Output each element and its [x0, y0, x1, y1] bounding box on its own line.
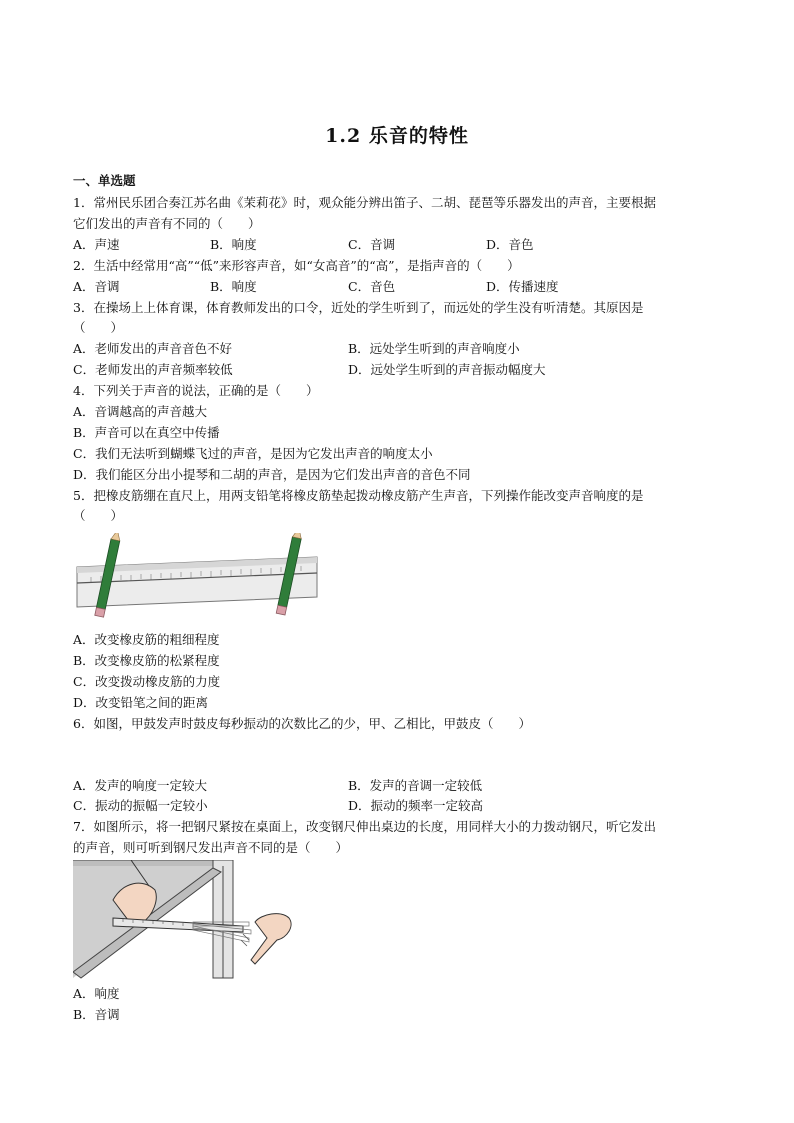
q1-option-c: C．音调 [348, 237, 396, 252]
q3-option-c: C．老师发出的声音频率较低 [73, 362, 233, 377]
q4-option-c: C．我们无法听到蝴蝶飞过的声音，是因为它发出声音的响度太小 [73, 446, 433, 461]
q6-option-d: D．振动的频率一定较高 [348, 798, 484, 813]
question-5-stem-cont: （ ） [73, 508, 124, 523]
q7-option-b: B．音调 [73, 1007, 120, 1022]
q4-option-d: D．我们能区分出小提琴和二胡的声音，是因为它们发出声音的音色不同 [73, 467, 471, 482]
q6-option-a: A．发声的响度一定较大 [73, 778, 208, 793]
q1-option-a: A．声速 [73, 237, 120, 252]
question-3-stem: 3．在操场上上体育课，体育教师发出的口令，近处的学生听到了，而远处的学生没有听清楚。其原因是 [73, 300, 644, 315]
q2-option-a: A．音调 [73, 279, 120, 294]
question-7-stem-cont: 的声音，则可听到钢尺发出声音不同的是（ ） [73, 840, 349, 855]
question-1-stem-cont: 它们发出的声音有不同的（ ） [73, 216, 261, 231]
q5-option-d: D．改变铅笔之间的距离 [73, 695, 209, 710]
question-5-stem: 5．把橡皮筋绷在直尺上，用两支铅笔将橡皮筋垫起拨动橡皮筋产生声音，下列操作能改变声音响度的是 [73, 488, 644, 503]
ruler-rubber-band-figure [73, 533, 319, 621]
q2-option-b: B．响度 [210, 279, 257, 294]
question-4-stem: 4．下列关于声音的说法，正确的是（ ） [73, 383, 319, 398]
q5-option-b: B．改变橡皮筋的松紧程度 [73, 653, 220, 668]
q1-option-b: B．响度 [210, 237, 257, 252]
q4-option-a: A．音调越高的声音越大 [73, 404, 208, 419]
section-heading: 一、单选题 [73, 173, 136, 188]
q2-option-d: D．传播速度 [486, 279, 559, 294]
question-3-stem-cont: （ ） [73, 320, 124, 335]
q5-option-a: A．改变橡皮筋的粗细程度 [73, 632, 220, 647]
q3-option-a: A．老师发出的声音音色不好 [73, 341, 233, 356]
q7-option-a: A．响度 [73, 986, 120, 1001]
q3-option-b: B．远处学生听到的声音响度小 [348, 341, 520, 356]
q3-option-d: D．远处学生听到的声音振动幅度大 [348, 362, 546, 377]
q2-option-c: C．音色 [348, 279, 396, 294]
q6-option-b: B．发声的音调一定较低 [348, 778, 483, 793]
q5-option-c: C．改变拨动橡皮筋的力度 [73, 674, 221, 689]
steel-ruler-table-figure [73, 860, 313, 980]
question-2-stem: 2．生活中经常用“高”“低”来形容声音，如“女高音”的“高”，是指声音的（ ） [73, 258, 520, 273]
question-6-stem: 6．如图，甲鼓发声时鼓皮每秒振动的次数比乙的少，甲、乙相比，甲鼓皮（ ） [73, 716, 531, 731]
q6-option-c: C．振动的振幅一定较小 [73, 798, 208, 813]
page-title: 1.2 乐音的特性 [325, 125, 469, 147]
question-1-stem: 1．常州民乐团合奏江苏名曲《茉莉花》时，观众能分辨出笛子、二胡、琵琶等乐器发出的声音，主要根据 [73, 195, 656, 210]
question-7-stem: 7．如图所示，将一把钢尺紧按在桌面上，改变钢尺伸出桌边的长度，用同样大小的力拨动钢尺，听它发出 [73, 819, 656, 834]
q4-option-b: B．声音可以在真空中传播 [73, 425, 220, 440]
q1-option-d: D．音色 [486, 237, 534, 252]
